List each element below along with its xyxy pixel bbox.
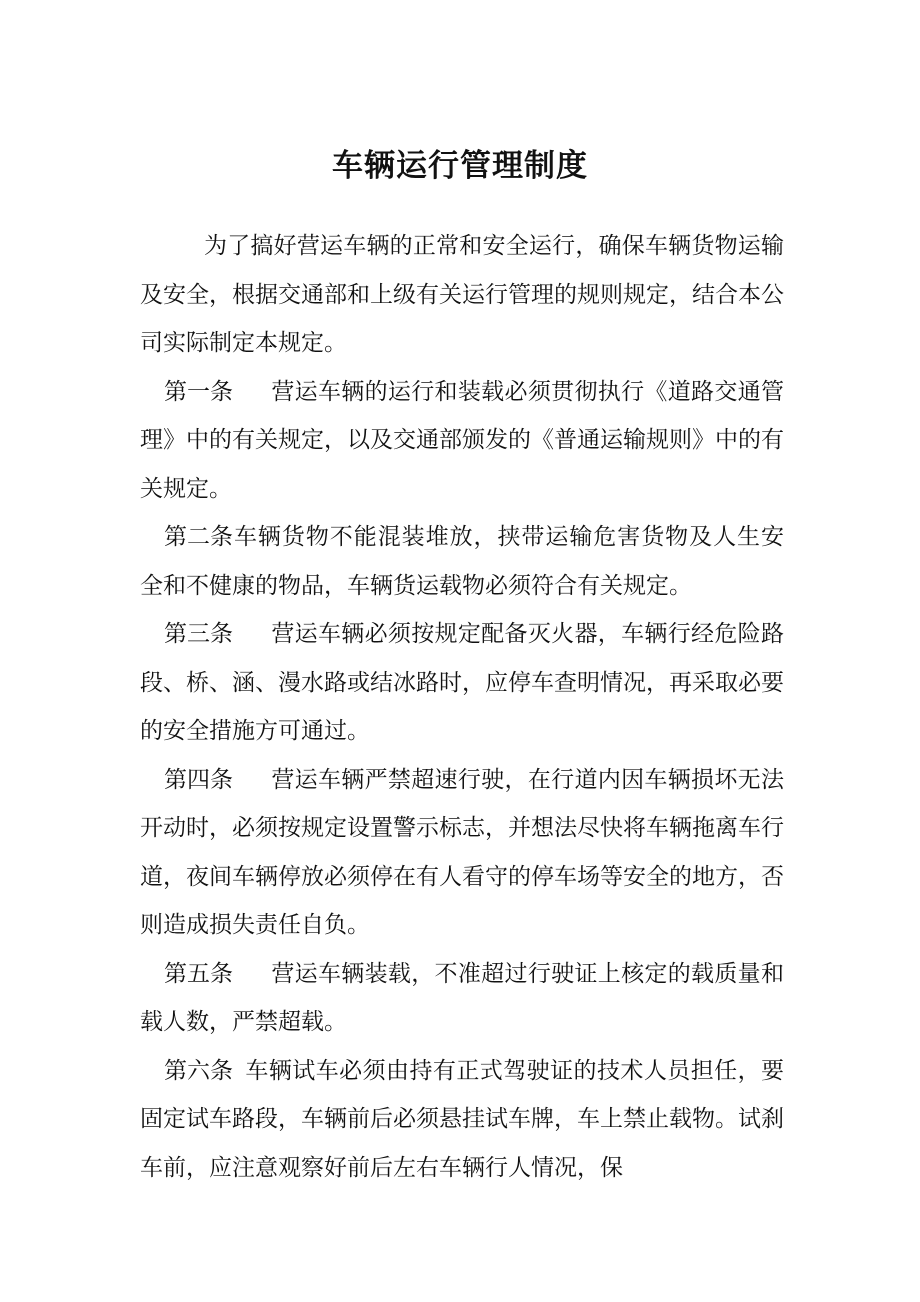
article-2-number: 第二条 — [164, 524, 233, 550]
article-6 — [140, 1047, 784, 1193]
article-4 — [140, 756, 784, 950]
article-5-text: 营运车辆装载，不准超过行驶证上核定的载质量和载人数，严禁超载。 — [140, 960, 784, 1035]
article-2 — [140, 513, 784, 610]
article-6-number: 第六条 — [164, 1057, 233, 1084]
article-3-text: 营运车辆必须按规定配备灭火器，车辆行经危险路段、桥、涵、漫水路或结冰路时，应停车查明情况，再采取必要的安全措施方可通过。 — [140, 621, 784, 744]
article-3-number: 第三条 — [164, 621, 233, 647]
article-1-text: 营运车辆的运行和装载必须贯彻执行《道路交通管理》中的有关规定，以及交通部颁发的《普通运输规则》中的有关规定。 — [140, 378, 784, 502]
document-body — [140, 222, 784, 1192]
article-1-number: 第一条 — [164, 378, 233, 405]
article-4-text: 营运车辆严禁超速行驶，在行道内因车辆损坏无法开动时，必须按规定设置警示标志，并想法尽快将车辆拖离车行道，夜间车辆停放必须停在有人看守的停车场等安全的地方，否则造成损失责任自负。 — [140, 766, 784, 938]
article-5-number: 第五条 — [164, 960, 233, 987]
intro-paragraph: 为了搞好营运车辆的正常和安全运行，确保车辆货物运输及安全，根据交通部和上级有关运行管理的规则规定，结合本公司实际制定本规定。 — [140, 233, 784, 356]
article-6-text: 车辆试车必须由持有正式驾驶证的技术人员担任，要固定试车路段，车辆前后必须悬挂试车牌，车上禁止载物。试刹车前，应注意观察好前后左右车辆行人情况，保 — [140, 1057, 784, 1181]
article-3 — [140, 610, 784, 756]
article-5 — [140, 950, 784, 1047]
article-2-text: 车辆货物不能混装堆放，挟带运输危害货物及人生安全和不健康的物品，车辆货运载物必须符合有关规定。 — [140, 524, 784, 599]
article-1 — [140, 368, 784, 514]
document-title: 车辆运行管理制度 — [332, 148, 588, 184]
article-4-number: 第四条 — [164, 766, 233, 793]
